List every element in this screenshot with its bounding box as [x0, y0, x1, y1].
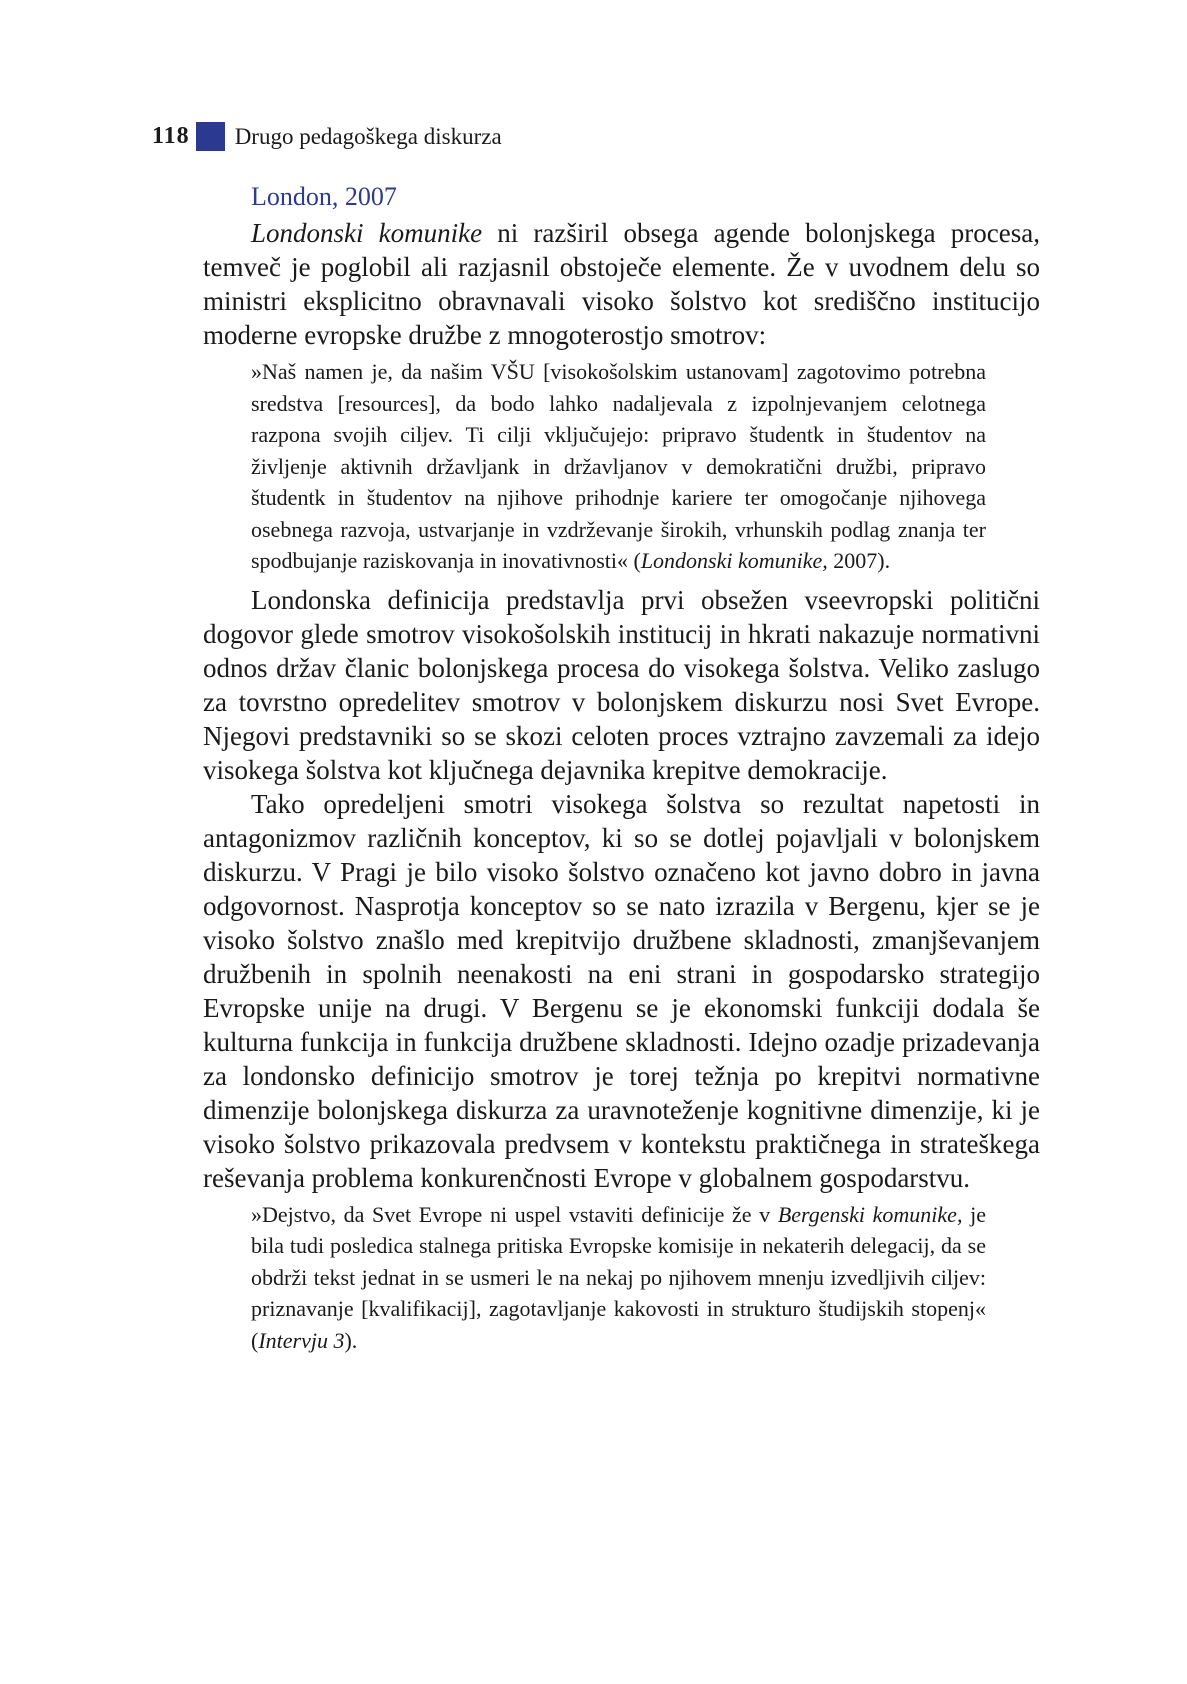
paragraph-1-text: ni razširil obsega agende bolonjskega procesa, temveč je poglobil ali razjasnil obstoječe elemente. Že v uvodnem delu so ministri eksplicitno obravnavali visoko šolstvo kot središčno institucijo moderne evropske družbe z mnogoterostjo smotrov: — [203, 218, 1040, 350]
quote-2-citation-end: ). — [344, 1327, 358, 1353]
block-quote-1 — [251, 356, 986, 577]
quote-2-text-mid: je bila tudi posledica stalnega pritiska Evropske komisije in nekaterih delegacij, da se obdrži tekst jednat in se usmeri le na nekaj po njihovem mnenju izvedljivih ciljev: priznavanje [kvalifikacij], zagotavljanje kakovosti in strukturo študijskih stopenj« ( — [251, 1201, 986, 1353]
page-header — [152, 122, 502, 151]
quote-1-citation: Londonski komunike, — [640, 548, 828, 573]
running-title: Drugo pedagoškega diskurza — [234, 123, 502, 149]
section-heading: London, 2007 — [251, 182, 397, 211]
page-content — [203, 180, 1040, 1362]
paragraph-2: Londonska definicija predstavlja prvi obsežen vseevropski politični dogovor glede smotrov visokošolskih institucij in hkrati nakazuje normativni odnos držav članic bolonjskega procesa do visokega šolstva. Veliko zaslugo za tovrstno opredelitev smotrov v bolonjskem diskurzu nosi Svet Evrope. Njegovi predstavniki so se skozi celoten proces vztrajno zavzemali za idejo visokega šolstva kot ključnega dejavnika krepitve demokracije. — [203, 584, 1040, 785]
quote-2-citation: Intervju 3 — [258, 1327, 345, 1353]
quote-1-text: »Naš namen je, da našim VŠU [visokošolskim ustanovam] zagotovimo potrebna sredstva [resources], da bodo lahko nadaljevala z izpolnjevanjem celotnega razpona svojih ciljev. Ti cilji vključujejo: pripravo študentk in študentov na življenje aktivnih državljank in državljanov v demokratični družbi, pripravo študentk in študentov na njihove prihodnje kariere ter omogočanje njihovega osebnega razvoja, ustvarjanje in vzdrževanje širokih, vrhunskih podlag znanja ter spodbujanje raziskovanja in inovativnosti« ( — [251, 359, 986, 573]
quote-1-citation-end: 2007). — [827, 548, 891, 573]
quote-2-text-start: »Dejstvo, da Svet Evrope ni uspel vstaviti definicije že v — [251, 1201, 778, 1227]
block-quote-2 — [251, 1199, 986, 1357]
page-number: 118 — [152, 123, 190, 149]
header-square-marker — [196, 122, 225, 151]
quote-2-italic-title: Bergenski komunike, — [777, 1201, 963, 1227]
paragraph-1 — [203, 216, 1040, 352]
paragraph-3: Tako opredeljeni smotri visokega šolstva so rezultat napetosti in antagonizmov različnih konceptov, ki so se dotlej pojavljali v bolonjskem diskurzu. V Pragi je bilo visoko šolstvo označeno kot javno dobro in javna odgovornost. Nasprotja konceptov so se nato izrazila v Bergenu, kjer se je visoko šolstvo znašlo med krepitvijo družbene skladnosti, zmanjševanjem družbenih in spolnih neenakosti na eni strani in gospodarsko strategijo Evropske unije na drugi. V Bergenu se je ekonomski funkciji dodala še kulturna funkcija in funkcija družbene skladnosti. Idejno ozadje prizadevanja za londonsko definicijo smotrov je torej težnja po krepitvi normativne dimenzije bolonjskega diskurza za uravnoteženje kognitivne dimenzije, ki je visoko šolstvo prikazovala predvsem v kontekstu praktičnega in strateškega reševanja problema konkurenčnosti Evrope v globalnem gospodarstvu. — [203, 788, 1040, 1193]
paragraph-1-italic-lead: Londonski komunike — [251, 218, 483, 248]
